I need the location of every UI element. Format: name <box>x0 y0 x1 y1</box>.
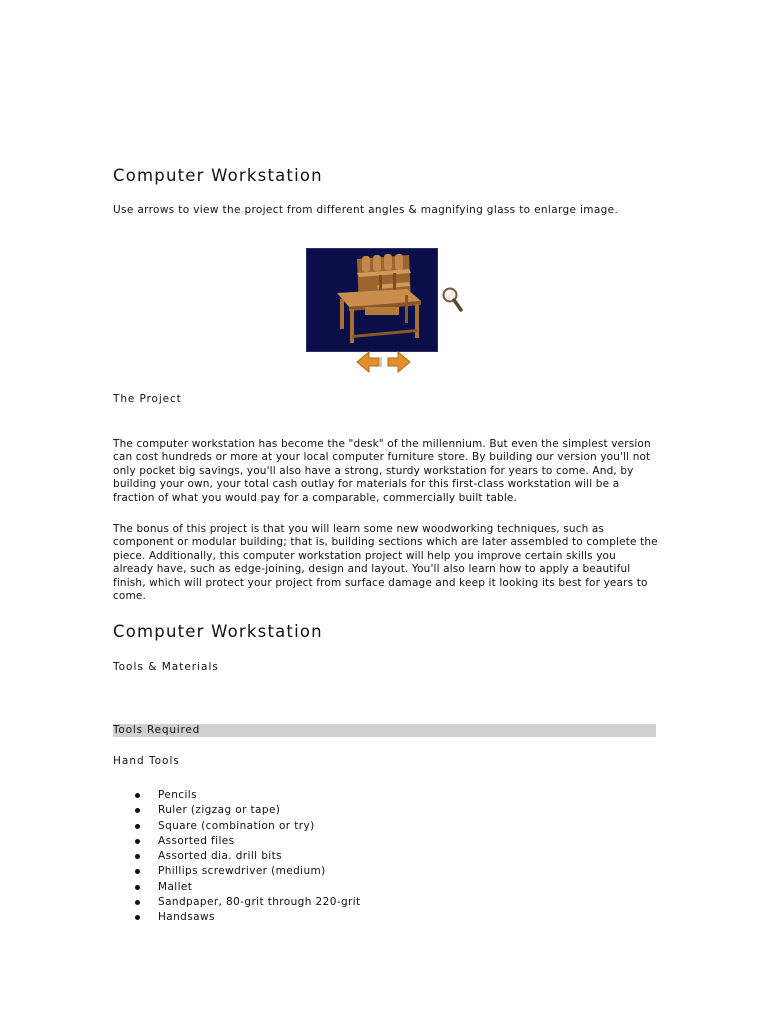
section-title-2: Computer Workstation <box>113 622 323 641</box>
tools-required-bar <box>113 724 656 737</box>
bullet-icon <box>135 824 140 829</box>
project-paragraph-1: The computer workstation has become the "desk" of the millennium. But even the simplest version can cost hundreds or more at your local computer furniture store. By building our version you'll not only pocket big savings, you'll also have a strong, sturdy workstation for years to come. And, by building your own, your total cash outlay for materials for this first-class workstation will be a fraction of what you would pay for a comparable, commercially built table. <box>113 438 651 504</box>
tools-materials-heading: Tools & Materials <box>113 661 219 673</box>
view-arrows <box>353 349 413 375</box>
list-item-label: Mallet <box>158 880 193 893</box>
list-item-label: Phillips screwdriver (medium) <box>158 865 326 878</box>
list-item <box>113 819 513 834</box>
page-title: Computer Workstation <box>113 166 323 185</box>
arrow-right-icon[interactable] <box>386 349 412 375</box>
section-heading-project: The Project <box>113 393 182 405</box>
list-item-label: Sandpaper, 80-grit through 220-grit <box>158 896 361 909</box>
bullet-icon <box>135 839 140 844</box>
list-item <box>113 864 513 879</box>
hand-tools-heading: Hand Tools <box>113 755 180 767</box>
viewer-instructions: Use arrows to view the project from different angles & magnifying glass to enlarge image. <box>113 204 619 216</box>
list-item-label: Handsaws <box>158 911 215 924</box>
arrow-separator <box>380 357 382 367</box>
workstation-image <box>307 249 438 352</box>
list-item-label: Pencils <box>158 789 197 801</box>
bullet-icon <box>135 915 140 920</box>
list-item <box>113 895 513 910</box>
list-item-label: Square (combination or try) <box>158 819 315 832</box>
list-item-label: Assorted files <box>158 834 235 847</box>
bullet-icon <box>135 869 140 874</box>
hand-tools-list <box>113 788 513 926</box>
list-item-label: Assorted dia. drill bits <box>158 850 282 863</box>
list-item <box>113 803 513 818</box>
bullet-icon <box>135 854 140 859</box>
list-item <box>113 788 513 803</box>
tools-required-label: Tools Required <box>113 724 201 736</box>
list-item <box>113 834 513 849</box>
list-item <box>113 910 513 925</box>
project-paragraph-2: The bonus of this project is that you will learn some new woodworking techniques, such as component or modular building; that is, building sections which are later assembled to complete the piece. Additionally, this computer workstation project will help you improve certain skills you already have, such as edge-joining, design and layout. You'll also learn how to apply a beautiful finish, which will protect your project from surface damage and keep it looking its best for years to come. <box>113 523 658 603</box>
list-item <box>113 880 513 895</box>
bullet-icon <box>135 900 140 905</box>
bullet-icon <box>135 793 140 798</box>
bullet-icon <box>135 808 140 813</box>
arrow-left-icon[interactable] <box>355 349 381 375</box>
bullet-icon <box>135 885 140 890</box>
list-item <box>113 849 513 864</box>
list-item-label: Ruler (zigzag or tape) <box>158 804 281 817</box>
magnifying-glass-icon[interactable] <box>441 286 463 314</box>
project-image-viewer[interactable] <box>306 248 438 352</box>
